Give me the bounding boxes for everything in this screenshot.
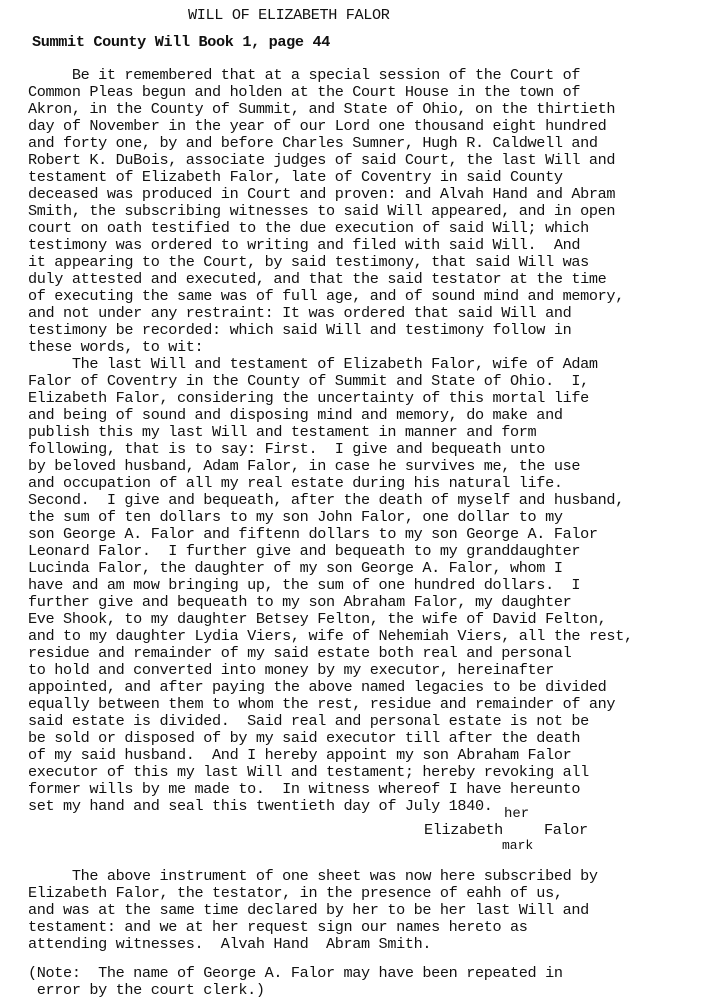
body-line: Smith, the subscribing witnesses to said Will appeared, and in open: [28, 202, 616, 220]
body-line: of my said husband. And I hereby appoint my son Abraham Falor: [28, 746, 572, 764]
body-line: these words, to wit:: [28, 338, 204, 356]
body-line: Second. I give and bequeath, after the death of myself and husband,: [28, 491, 624, 509]
body-line: Be it remembered that at a special session of the Court of: [28, 66, 581, 84]
signature-her: her: [504, 806, 530, 822]
will-book-reference: Summit County Will Book 1, page 44: [32, 33, 330, 51]
body-line: be sold or disposed of by my said executor till after the death: [28, 729, 581, 747]
body-line: testimony be recorded: which said Will and testimony follow in: [28, 321, 572, 339]
body-line: testimony was ordered to writing and filed with said Will. And: [28, 236, 581, 254]
body-line: Lucinda Falor, the daughter of my son George A. Falor, whom I: [28, 559, 563, 577]
body-line: and to my daughter Lydia Viers, wife of Nehemiah Viers, all the rest,: [28, 627, 633, 645]
body-line: by beloved husband, Adam Falor, in case he survives me, the use: [28, 457, 581, 475]
body-line: The last Will and testament of Elizabeth Falor, wife of Adam: [28, 355, 598, 373]
body-line: Elizabeth Falor, considering the uncertainty of this mortal life: [28, 389, 589, 407]
body-line: and not under any restraint: It was ordered that said Will and: [28, 304, 572, 322]
note-line: error by the court clerk.): [28, 981, 265, 999]
document-title: WILL OF ELIZABETH FALOR: [188, 6, 390, 24]
body-line: Leonard Falor. I further give and bequeath to my granddaughter: [28, 542, 581, 560]
body-line: set my hand and seal this twentieth day of July 1840.: [28, 797, 493, 815]
body-line: following, that is to say: First. I give and bequeath unto: [28, 440, 546, 458]
body-line: and forty one, by and before Charles Sumner, Hugh R. Caldwell and: [28, 134, 598, 152]
attestation-line: attending witnesses. Alvah Hand Abram Smith.: [28, 935, 432, 953]
body-line: appointed, and after paying the above named legacies to be divided: [28, 678, 607, 696]
body-line: said estate is divided. Said real and personal estate is not be: [28, 712, 589, 730]
signature-mark: mark: [502, 838, 534, 853]
attestation-line: The above instrument of one sheet was now here subscribed by: [28, 867, 598, 885]
attestation-line: testament: and we at her request sign our names hereto as: [28, 918, 528, 936]
body-line: executor of this my last Will and testament; hereby revoking all: [28, 763, 589, 781]
attestation-line: Elizabeth Falor, the testator, in the presence of eahh of us,: [28, 884, 563, 902]
signature-first-name: Elizabeth: [424, 821, 503, 839]
body-line: residue and remainder of my said estate both real and personal: [28, 644, 572, 662]
body-line: Eve Shook, to my daughter Betsey Felton, the wife of David Felton,: [28, 610, 607, 628]
body-line: further give and bequeath to my son Abraham Falor, my daughter: [28, 593, 572, 611]
body-line: day of November in the year of our Lord one thousand eight hundred: [28, 117, 607, 135]
body-line: equally between them to whom the rest, residue and remainder of any: [28, 695, 616, 713]
body-line: testament of Elizabeth Falor, late of Coventry in said County: [28, 168, 563, 186]
body-line: and being of sound and disposing mind and memory, do make and: [28, 406, 563, 424]
body-line: and occupation of all my real estate during his natural life.: [28, 474, 563, 492]
body-line: Common Pleas begun and holden at the Court House in the town of: [28, 83, 581, 101]
body-line: it appearing to the Court, by said testimony, that said Will was: [28, 253, 589, 271]
body-line: Robert K. DuBois, associate judges of said Court, the last Will and: [28, 151, 616, 169]
body-line: to hold and converted into money by my executor, hereinafter: [28, 661, 554, 679]
body-line: deceased was produced in Court and proven: and Alvah Hand and Abram: [28, 185, 616, 203]
body-line: of executing the same was of full age, and of sound mind and memory,: [28, 287, 624, 305]
signature-last-name: Falor: [544, 821, 588, 839]
body-line: Akron, in the County of Summit, and State of Ohio, on the thirtieth: [28, 100, 616, 118]
body-line: duly attested and executed, and that the said testator at the time: [28, 270, 607, 288]
body-line: Falor of Coventry in the County of Summit and State of Ohio. I,: [28, 372, 589, 390]
body-line: have and am mow bringing up, the sum of one hundred dollars. I: [28, 576, 581, 594]
body-line: son George A. Falor and fiftenn dollars to my son George A. Falor: [28, 525, 598, 543]
body-line: the sum of ten dollars to my son John Falor, one dollar to my: [28, 508, 563, 526]
body-line: former wills by me made to. In witness whereof I have hereunto: [28, 780, 581, 798]
attestation-line: and was at the same time declared by her to be her last Will and: [28, 901, 589, 919]
body-line: court on oath testified to the due execution of said Will; which: [28, 219, 589, 237]
body-line: publish this my last Will and testament in manner and form: [28, 423, 537, 441]
note-line: (Note: The name of George A. Falor may have been repeated in: [28, 964, 563, 982]
